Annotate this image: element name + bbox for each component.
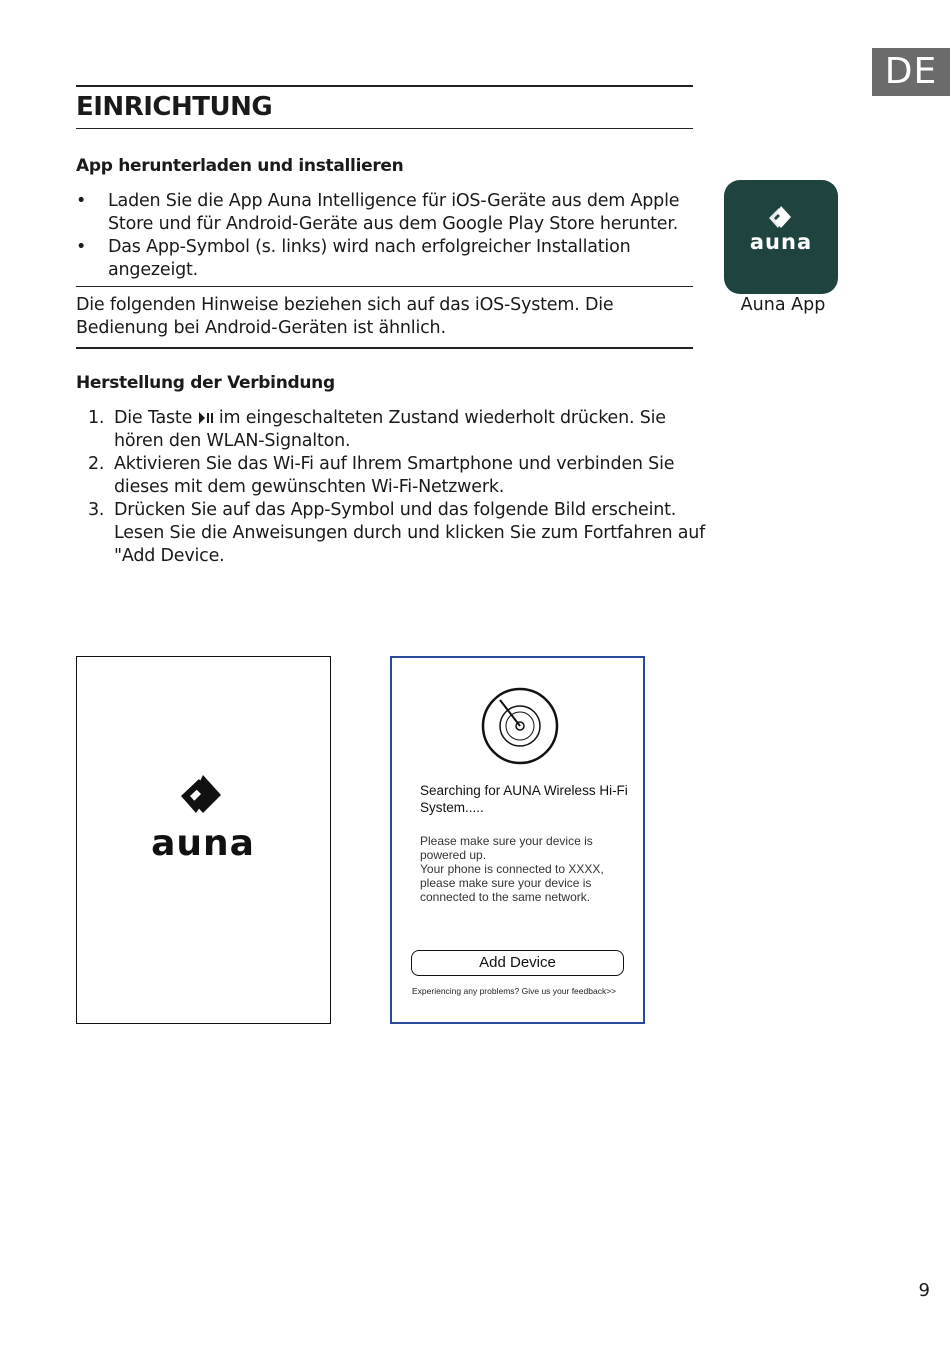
- download-bullet-list: [76, 190, 706, 282]
- app-icon-caption: Auna App: [740, 295, 826, 315]
- search-title: Searching for AUNA Wireless Hi-Fi System.....: [420, 783, 628, 815]
- search-screen-mockup: [390, 656, 645, 1024]
- auna-logo-icon: [133, 773, 273, 863]
- download-bullet-2: • Das App-Symbol (s. links) wird nach erfolgreicher Installation angezeigt.: [76, 236, 706, 282]
- download-heading: App herunterladen und installieren: [76, 156, 404, 176]
- auna-app-icon: [724, 180, 838, 294]
- step-1: [76, 407, 706, 453]
- play-pause-icon: [198, 411, 214, 425]
- splash-logo-text: auna: [151, 823, 255, 863]
- app-icon-logo-text: auna: [749, 230, 813, 254]
- note-bottom-rule: [76, 347, 693, 349]
- language-tab: DE: [872, 48, 950, 96]
- search-hint: Please make sure your device is powered up. Your phone is connected to XXXX, please make sure your device is connected to the same network.: [420, 834, 604, 904]
- disc-search-icon: [480, 686, 560, 766]
- step-number: 1.: [88, 408, 105, 428]
- title-top-rule: [76, 85, 693, 87]
- step-2-text: Aktivieren Sie das Wi-Fi auf Ihrem Smartphone und verbinden Sie dieses mit dem gewünschten Wi-Fi-Netzwerk.: [114, 454, 675, 497]
- step-3-text: Drücken Sie auf das App-Symbol und das folgende Bild erscheint. Lesen Sie die Anweisungen durch und klicken Sie zum Fortfahren auf "Add Device.: [114, 500, 706, 566]
- step-1-text-start: Die Taste: [114, 408, 198, 428]
- connection-heading: Herstellung der Verbindung: [76, 373, 335, 393]
- add-device-button[interactable]: Add Device: [411, 950, 624, 976]
- step-1-text-end: im eingeschalteten Zustand wiederholt drücken. Sie hören den WLAN-Signalton.: [114, 408, 666, 451]
- connection-steps: [76, 407, 706, 568]
- feedback-link[interactable]: Experiencing any problems? Give us your feedback>>: [412, 986, 617, 996]
- page-number: 9: [918, 1280, 930, 1301]
- download-bullet-1: • Laden Sie die App Auna Intelligence für iOS-Geräte aus dem Apple Store und für Android-Geräte aus dem Google Play Store herunter.: [76, 190, 706, 236]
- ios-note: Die folgenden Hinweise beziehen sich auf das iOS-System. Die Bedienung bei Android-Geräten ist ähnlich.: [76, 295, 614, 338]
- note-top-rule: [76, 286, 693, 287]
- step-3: [76, 499, 706, 568]
- section-title: EINRICHTUNG: [76, 92, 273, 122]
- splash-screen-mockup: [76, 656, 331, 1024]
- step-2: [76, 453, 706, 499]
- step-number: 2.: [88, 454, 105, 474]
- step-number: 3.: [88, 500, 105, 520]
- title-bottom-rule: [76, 128, 693, 129]
- auna-logo-icon: [724, 180, 838, 294]
